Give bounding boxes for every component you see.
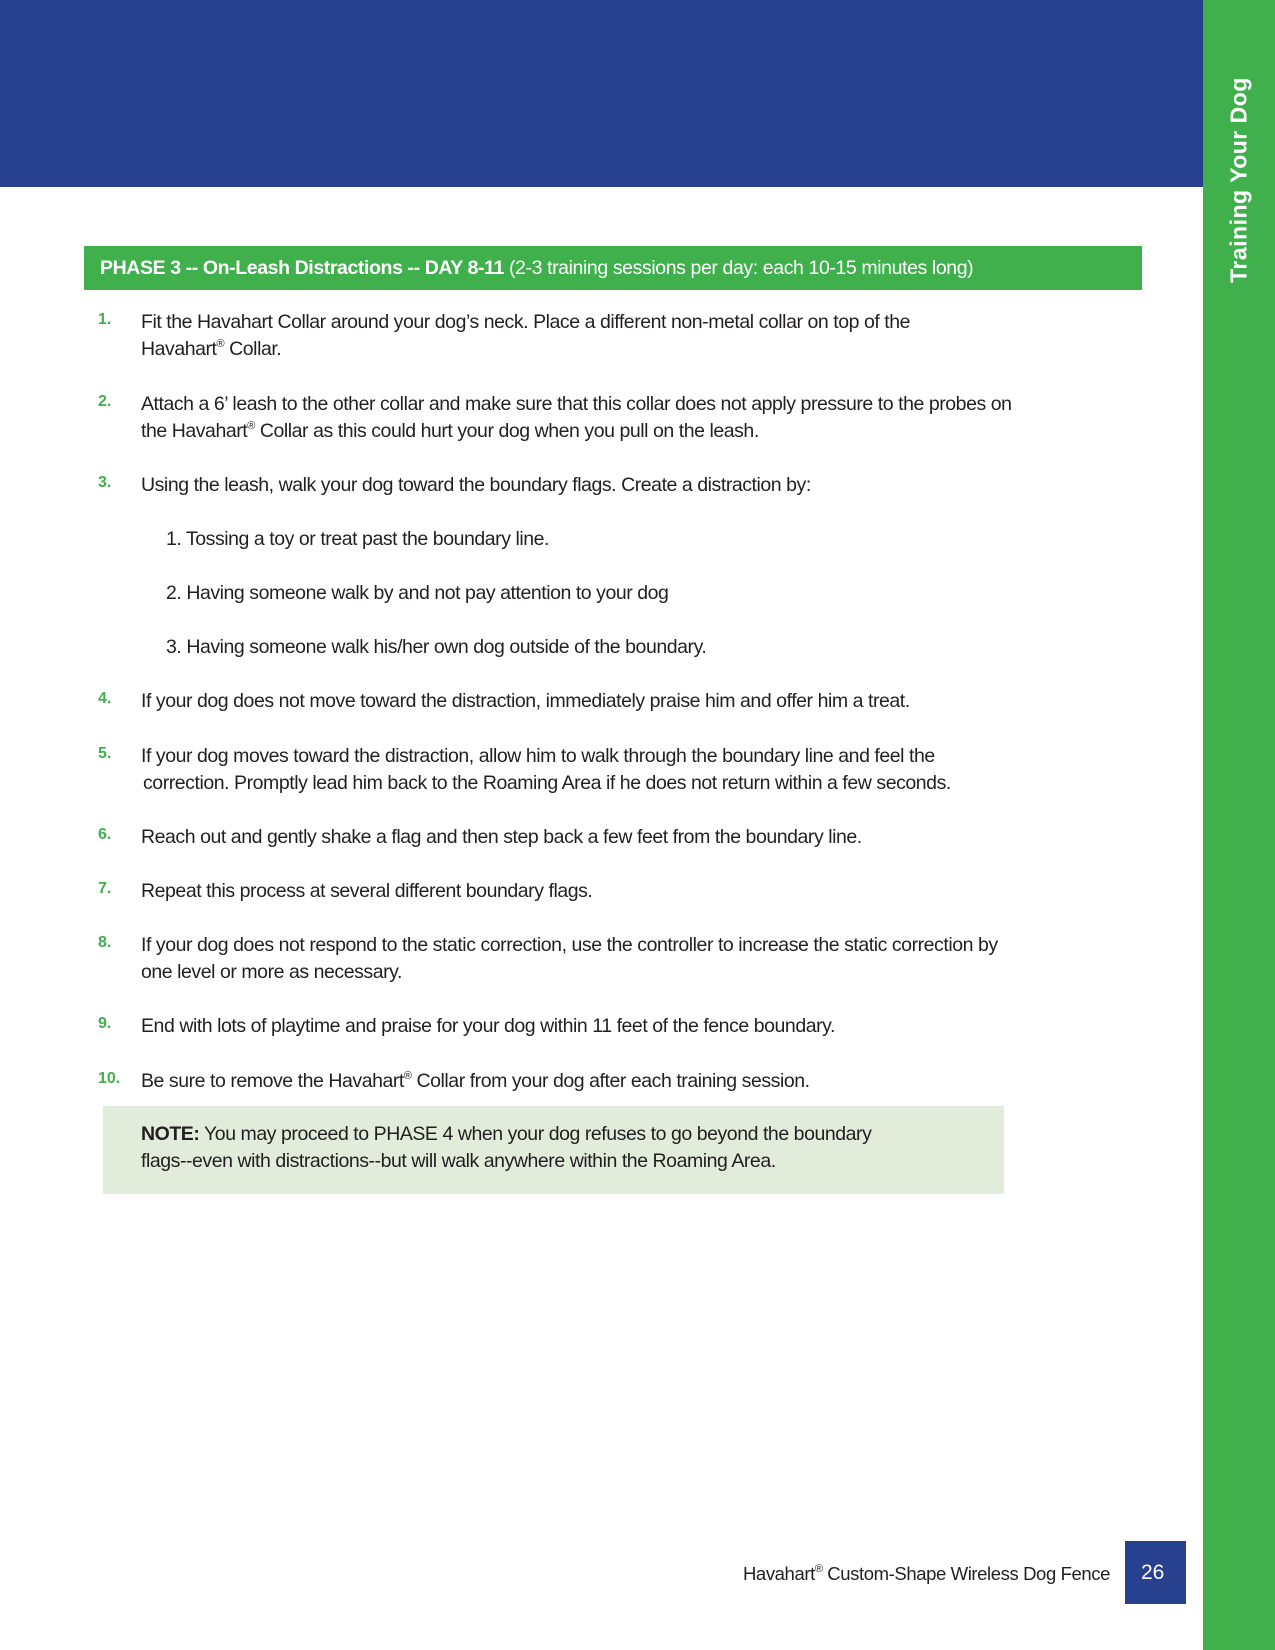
note-box	[103, 1106, 1004, 1194]
registered-mark: ®	[814, 1563, 823, 1575]
text-run: Havahart	[742, 1563, 815, 1584]
step-number: 3.	[98, 474, 112, 491]
phase-subtitle: (2-3 training sessions per day: each 10-15 minutes long)	[508, 257, 974, 279]
text-run: the Havahart	[141, 420, 248, 442]
step-text	[141, 932, 1121, 986]
step-text: Repeat this process at several different boundary flags.	[141, 880, 593, 902]
text-run: Collar as this could hurt your dog when you pull on the leash.	[254, 420, 759, 442]
section-tab-title: Training Your Dog	[1225, 77, 1252, 283]
text-run: Be sure to remove the Havahart	[141, 1070, 404, 1092]
registered-mark: ®	[247, 420, 255, 432]
note-line: flags--even with distractions--but will walk anywhere within the Roaming Area.	[141, 1150, 776, 1172]
text-run: Collar.	[224, 338, 282, 360]
page-number: 26	[1125, 1541, 1186, 1604]
text-run: You may proceed to PHASE 4 when your dog refuses to go beyond the boundary	[199, 1123, 872, 1145]
registered-mark: ®	[216, 338, 225, 350]
step-text: Reach out and gently shake a flag and then step back a few feet from the boundary line.	[141, 826, 862, 848]
step-number: 10.	[98, 1070, 121, 1087]
step-text-line: If your dog does not respond to the static correction, use the controller to increase the static correction by	[141, 934, 998, 956]
step-text-line: one level or more as necessary.	[141, 961, 402, 983]
step-number: 1.	[98, 311, 112, 328]
note-line	[141, 1121, 966, 1148]
distraction-item: 2. Having someone walk by and not pay attention to your dog	[166, 582, 669, 604]
step-text: Using the leash, walk your dog toward the boundary flags. Create a distraction by:	[141, 474, 811, 496]
step-text	[141, 391, 1121, 445]
step-text-line: Attach a 6’ leash to the other collar and make sure that this collar does not apply pressure to the probes on	[141, 393, 1012, 415]
distraction-item: 3. Having someone walk his/her own dog outside of the boundary.	[166, 636, 707, 658]
step-text: If your dog does not move toward the distraction, immediately praise him and offer him a treat.	[141, 690, 910, 712]
note-label: NOTE:	[141, 1123, 200, 1145]
text-run: Havahart	[141, 338, 217, 360]
step-number: 2.	[98, 393, 112, 410]
step-number: 8.	[98, 934, 112, 951]
section-tab	[1203, 0, 1275, 360]
step-text	[141, 1068, 1121, 1095]
step-number: 5.	[98, 745, 112, 762]
distraction-item: 1. Tossing a toy or treat past the boundary line.	[166, 528, 550, 550]
footer-product-name	[743, 1559, 1110, 1589]
step-text: End with lots of playtime and praise for your dog within 11 feet of the fence boundary.	[141, 1015, 835, 1037]
step-text	[141, 309, 1121, 363]
step-text-line: Fit the Havahart Collar around your dog’s neck. Place a different non-metal collar on top of the	[141, 311, 911, 333]
registered-mark: ®	[403, 1070, 412, 1082]
step-number: 9.	[98, 1015, 112, 1032]
text-run: Collar from your dog after each training session.	[411, 1070, 810, 1092]
step-number: 7.	[98, 880, 112, 897]
step-text-line	[141, 418, 1121, 445]
step-text	[141, 743, 1121, 797]
step-text-line: If your dog moves toward the distraction, allow him to walk through the boundary line and feel the	[141, 745, 935, 767]
step-number: 4.	[98, 690, 112, 707]
phase-title: PHASE 3 -- On-Leash Distractions -- DAY 8-11	[100, 257, 504, 279]
step-number: 6.	[98, 826, 112, 843]
step-text-line	[141, 336, 1121, 363]
step-text-line: correction. Promptly lead him back to the Roaming Area if he does not return within a few seconds.	[143, 772, 951, 794]
text-run: Custom-Shape Wireless Dog Fence	[822, 1563, 1110, 1584]
